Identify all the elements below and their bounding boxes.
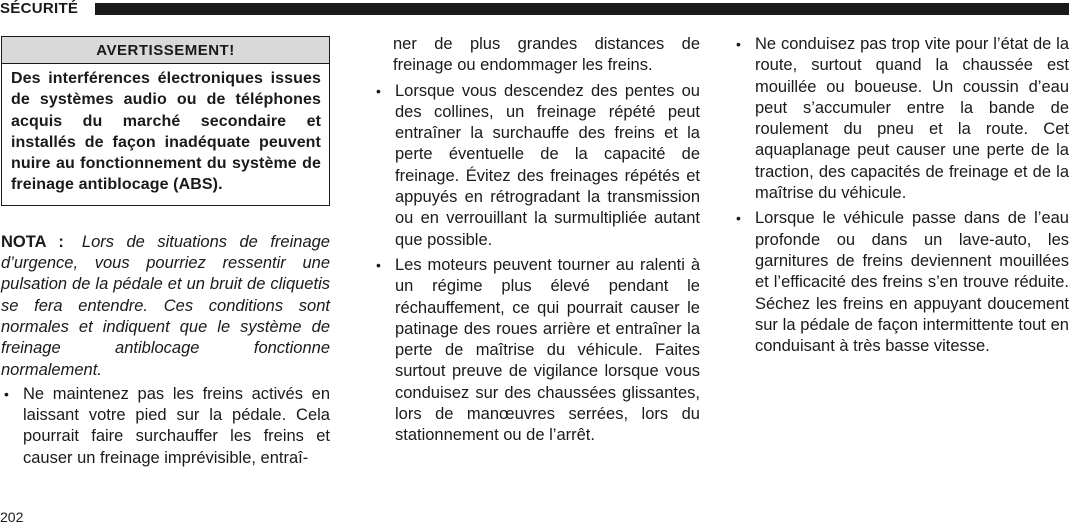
list-item <box>733 34 1069 204</box>
list-item-text: Ne maintenez pas les freins activés en laissant votre pied sur la pédale. Cela pourrait faire surchauffer les freins et causer un freinage imprévisible, entraî- <box>23 384 330 467</box>
bullet-icon: • <box>4 385 9 402</box>
list-item-text: Ne conduisez pas trop vite pour l’état de la route, surtout quand la chaussée est mouillée ou boueuse. Un coussin d’eau peut s’accumuler entre la bande de roulement du pneu et la route. Cet aquaplanage peut causer une perte de la traction, des capacités de freinage et de la maîtrise du véhicule. <box>755 35 1069 203</box>
list-item-text: Lorsque vous descendez des pentes ou des collines, un freinage répété peut entraîner la surchauffe des freins et la perte éventuelle de la capacité de freinage. Évitez des freinages répétés et appuyés en rétrogradant la transmission ou en verrouillant la surmultipliée autant que possible. <box>395 81 700 249</box>
note-text: Lors de situations de freinage d’urgence, vous pourriez ressentir une pulsation de la pédale et un bruit de cliquetis se fera entendre. Ces conditions sont normales et indiquent que le système de freinage antiblocage fonctionne normalement. <box>1 232 330 379</box>
bullet-icon: • <box>736 36 741 52</box>
bullet-icon: • <box>736 210 741 227</box>
page-header <box>0 0 1069 20</box>
list-item-text: Les moteurs peuvent tourner au ralenti à un régime plus élevé pendant le réchauffement, ce qui pourrait causer le patinage des roues arrière et entraîner la perte de maîtrise du véhicule. Faites surtout preuve de vigilance lorsque vous conduisez sur des chaussées glissantes, lors de manœuvres serrées, lors du stationnement ou de l’arrêt. <box>395 255 700 445</box>
list-item-continuation: ner de plus grandes distances de freinage ou endommager les freins. <box>393 35 700 75</box>
list-item <box>373 255 700 447</box>
warning-title: AVERTISSEMENT! <box>2 37 329 64</box>
warning-text: Des interférences électroniques issues de systèmes audio ou de téléphones acquis du marché secondaire et installés de façon inadéquate peuvent nuire au fonctionnement du système de freinage antiblocage (ABS). <box>11 70 321 194</box>
column-middle <box>373 34 700 447</box>
warning-box <box>1 36 330 206</box>
note-label: NOTA : <box>1 232 64 251</box>
list-item <box>733 208 1069 357</box>
page-number: 202 <box>0 509 24 525</box>
column-right <box>733 34 1069 357</box>
list-item <box>1 384 330 469</box>
bullet-icon: • <box>376 82 381 99</box>
section-title: SÉCURITÉ <box>0 0 79 17</box>
list-item <box>373 81 700 251</box>
list-item-text: Lorsque le véhicule passe dans de l’eau profonde ou dans un lave-auto, les garnitures de freins deviennent mouillées et l’efficacité des freins s’en trouve réduite. Séchez les freins en appuyant doucement sur la pédale de façon intermittente tout en conduisant à très basse vitesse. <box>755 209 1069 356</box>
header-rule <box>95 3 1069 15</box>
bullet-icon: • <box>376 256 381 273</box>
column-left <box>1 36 330 469</box>
note-paragraph <box>1 232 330 381</box>
